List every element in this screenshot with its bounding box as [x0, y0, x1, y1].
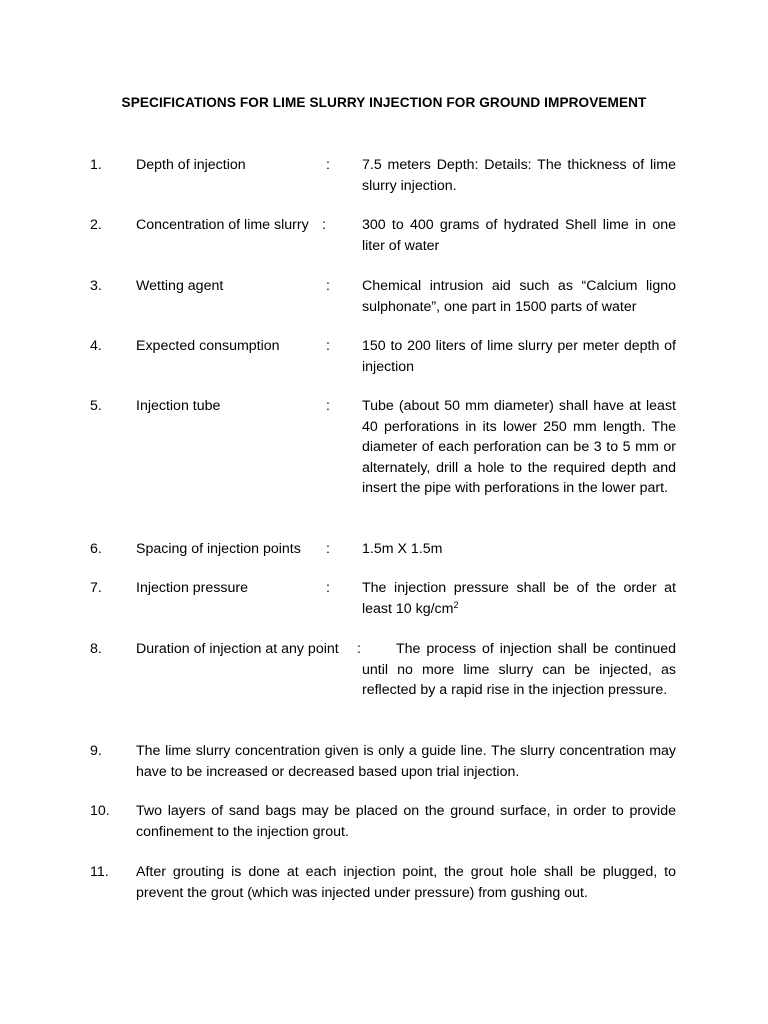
- spec-colon: :: [326, 157, 330, 173]
- spec-colon: :: [326, 338, 330, 354]
- spec-value: 7.5 meters Depth: Details: The thickness of lime slurry injection.: [362, 157, 676, 194]
- superscript: 2: [453, 599, 459, 610]
- spec-value: Tube (about 50 mm diameter) shall have at least 40 perforations in its lower 250 mm length. The diameter of each perforation can be 3 to 5 mm or alternately, drill a hole to the required depth and insert the pipe with perforations in the lower part.: [362, 398, 676, 496]
- item-number: 5.: [90, 398, 102, 414]
- spec-colon: :: [326, 278, 330, 294]
- spec-value: [362, 578, 676, 619]
- item-number: 7.: [90, 580, 102, 596]
- item-number: 11.: [90, 864, 109, 880]
- spec-value-text: The injection pressure shall be of the order at least 10 kg/cm: [362, 580, 676, 617]
- item-number: 6.: [90, 541, 102, 557]
- spec-label: Duration of injection at any point: [136, 641, 339, 657]
- item-number: 1.: [90, 157, 102, 173]
- spec-colon: :: [326, 541, 330, 557]
- spec-label: Injection tube: [136, 398, 221, 414]
- spec-value: 1.5m X 1.5m: [362, 541, 443, 557]
- spec-value: 300 to 400 grams of hydrated Shell lime in one liter of water: [362, 217, 676, 254]
- item-number: 4.: [90, 338, 102, 354]
- item-number: 9.: [90, 743, 102, 759]
- spec-label: Spacing of injection points: [136, 541, 301, 557]
- item-number: 3.: [90, 278, 102, 294]
- spec-colon: :: [326, 398, 330, 414]
- spec-value: Chemical intrusion aid such as “Calcium ligno sulphonate”, one part in 1500 parts of water: [362, 278, 676, 315]
- spec-value: [362, 639, 676, 701]
- document-title: SPECIFICATIONS FOR LIME SLURRY INJECTION FOR GROUND IMPROVEMENT: [121, 95, 647, 110]
- spec-label: Wetting agent: [136, 278, 224, 294]
- item-number: 2.: [90, 217, 102, 233]
- spec-value-text: The process of injection shall be continued until no more lime slurry can be injected, as reflected by a rapid rise in the injection pressure.: [362, 641, 676, 698]
- spec-label: Concentration of lime slurry: [136, 217, 309, 233]
- spec-label: Depth of injection: [136, 157, 246, 173]
- spec-colon: :: [357, 641, 361, 657]
- spec-value: 150 to 200 liters of lime slurry per meter depth of injection: [362, 338, 676, 375]
- item-number: 8.: [90, 641, 102, 657]
- note-text: After grouting is done at each injection point, the grout hole shall be plugged, to prevent the grout (which was injected under pressure) from gushing out.: [136, 864, 676, 901]
- note-text: The lime slurry concentration given is only a guide line. The slurry concentration may have to be increased or decreased based upon trial injection.: [136, 743, 676, 780]
- spec-colon: :: [322, 217, 326, 233]
- spec-label: Expected consumption: [136, 338, 280, 354]
- note-text: Two layers of sand bags may be placed on the ground surface, in order to provide confinement to the injection grout.: [136, 803, 676, 840]
- spec-label: Injection pressure: [136, 580, 248, 596]
- spec-colon: :: [326, 580, 330, 596]
- item-number: 10.: [90, 803, 110, 819]
